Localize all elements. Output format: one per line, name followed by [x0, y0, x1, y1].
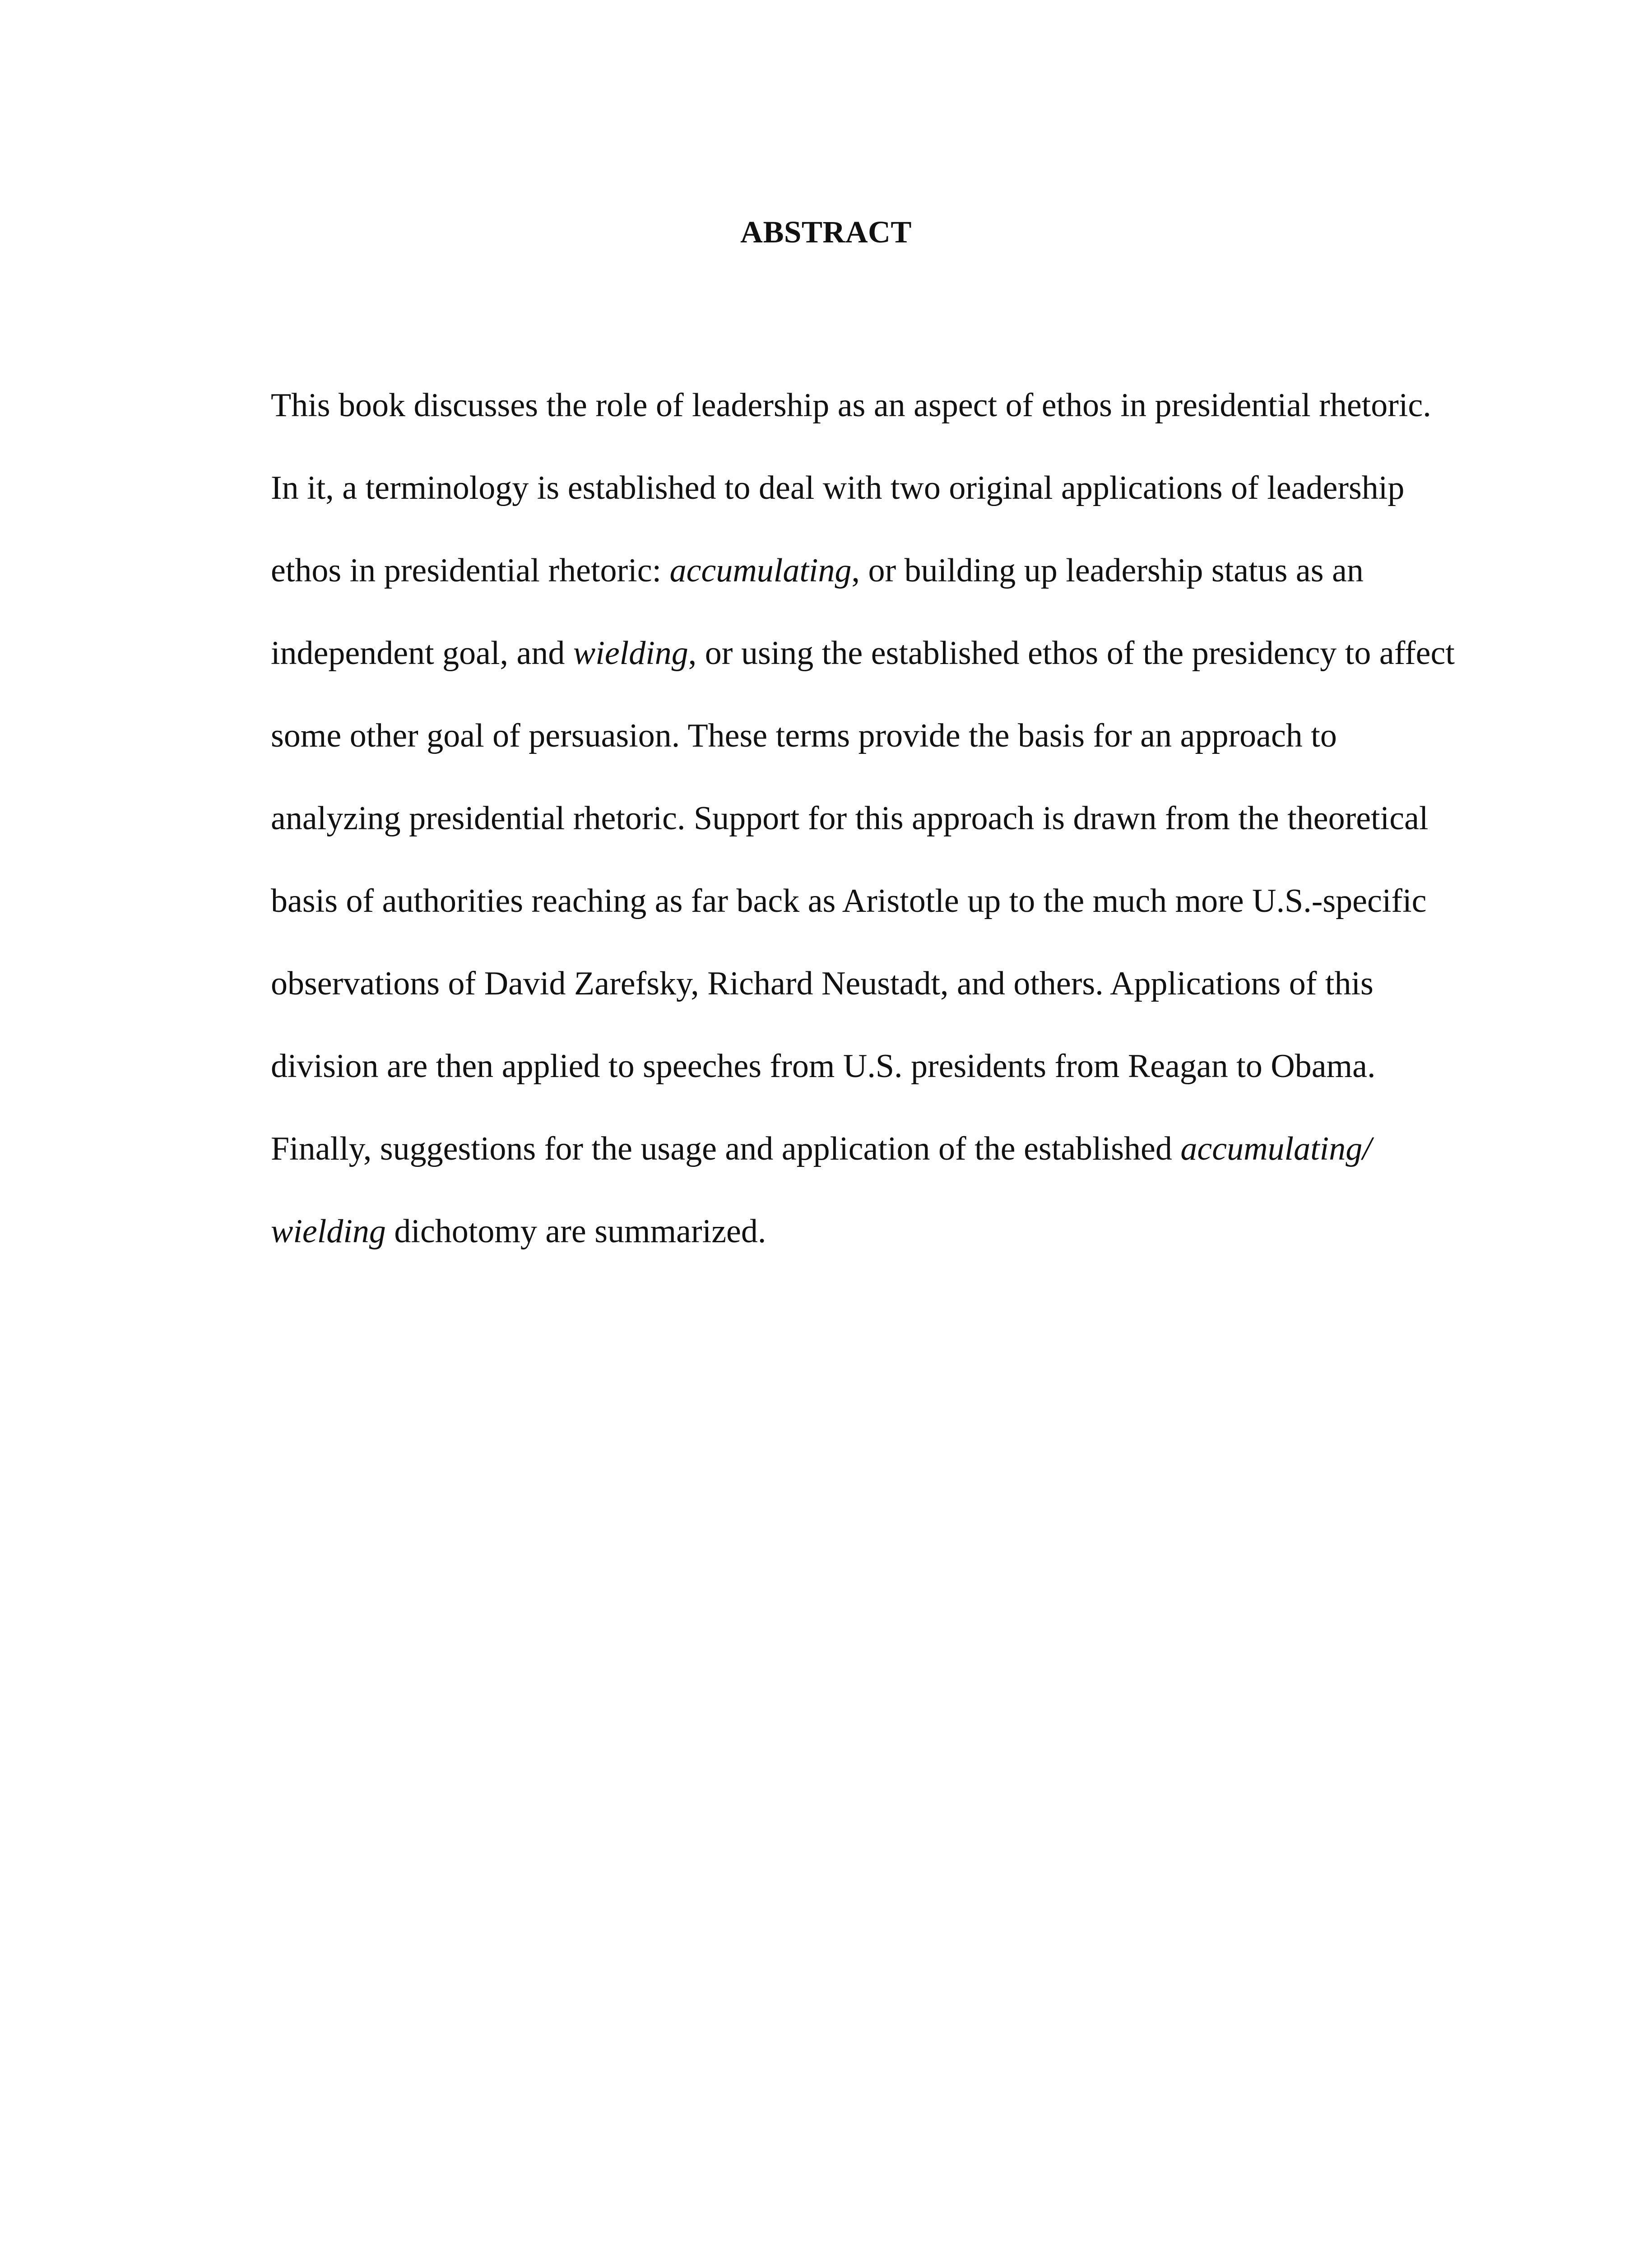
italic-term: accumulating/ [1180, 1130, 1372, 1167]
line-text: division are then applied to speeches from U.S. presidents from Reagan to Obama. [271, 1048, 1376, 1085]
abstract-line [271, 383, 1490, 428]
line-text: observations of David Zarefsky, Richard Neustadt, and others. Applications of this [271, 965, 1374, 1002]
abstract-line [271, 1044, 1490, 1089]
line-text: , or building up leadership status as an [851, 552, 1364, 589]
abstract-line [271, 465, 1490, 511]
italic-term: wielding [271, 1213, 386, 1250]
abstract-heading: ABSTRACT [740, 215, 912, 249]
line-text: Finally, suggestions for the usage and application of the established [271, 1130, 1181, 1167]
line-text: In it, a terminology is established to deal with two original applications of leadership [271, 469, 1405, 506]
abstract-line [271, 548, 1490, 593]
line-text: , or using the established ethos of the presidency to affect [688, 635, 1455, 672]
line-text: ethos in presidential rhetoric: [271, 552, 670, 589]
abstract-line [271, 878, 1490, 924]
abstract-line [271, 1126, 1490, 1171]
abstract-line [271, 961, 1490, 1006]
line-text: dichotomy are summarized. [385, 1213, 766, 1250]
line-text: basis of authorities reaching as far back as Aristotle up to the much more U.S.-specific [271, 882, 1427, 920]
line-text: independent goal, and [271, 635, 573, 672]
line-text: some other goal of persuasion. These terms provide the basis for an approach to [271, 717, 1337, 754]
line-text: analyzing presidential rhetoric. Support for this approach is drawn from the theoretical [271, 800, 1429, 837]
abstract-line [271, 631, 1490, 676]
line-text: This book discusses the role of leadership as an aspect of ethos in presidential rhetoric. [271, 387, 1431, 424]
abstract-line [271, 713, 1490, 758]
italic-term: accumulating [669, 552, 852, 589]
abstract-line [271, 796, 1490, 841]
abstract-line [271, 1209, 1490, 1254]
italic-term: wielding [573, 635, 688, 672]
